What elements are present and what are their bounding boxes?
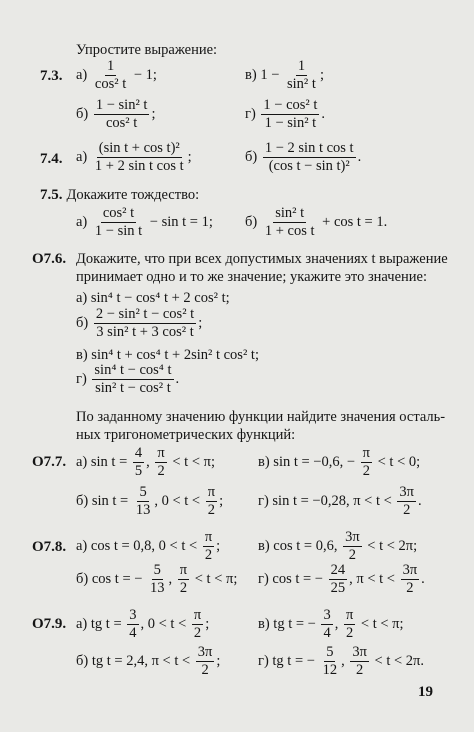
statement-7-6-line2: принимает одно и то же значение; укажите это значение: [76,269,428,285]
fraction: $\frac{\text{1 − 2 sin t cos t}}{\text{(cos t − sin t)²}}$ [264,140,354,175]
page-number: 19 [418,684,433,700]
exercise-number-7-7: О7.7. [32,454,67,470]
fraction: $\frac{\pi}{2}$ [179,562,188,597]
fraction: $\frac{\pi}{2}$ [207,484,216,519]
fraction: $\frac{\text{sin² t}}{\text{1 + cos t}}$ [264,205,315,240]
statement-7-5: Докажите тождество: [66,187,200,203]
fraction: $\frac{3\pi}{2}$ [352,644,367,679]
intro-line2: ных тригонометрических функций: [76,427,296,443]
fraction: $\frac{3\pi}{2}$ [402,562,418,597]
intro-line1: По заданному значению функции найдите значения осталь- [76,409,446,425]
item-7-6-v: в) sin⁴ t + cos⁴ t + 2sin² t cos² t; [76,347,259,363]
item-7-8-v: в) cos t = 0,6, $\frac{3\pi}{2}$ < t < 2π; [258,529,418,564]
item-7-7-b: б) sin t = $\frac{5}{13}$ , 0 < t < $\frac{\pi}{2}$ ; [76,484,224,519]
item-7-8-a: а) cos t = 0,8, 0 < t < $\frac{\pi}{2}$ ; [76,529,221,564]
fraction: $\frac{3}{4}$ [129,607,137,642]
exercise-number-7-4: 7.4. [40,151,63,167]
item-7-4-b: б) $\frac{\text{1 − 2 sin t cos t}}{\text{(cos t − sin t)²}}$ . [245,140,362,175]
fraction: $\frac{\pi}{2}$ [157,445,165,480]
item-7-4-a: а) $\frac{\text{(sin t + cos t)²}}{\text{1 + 2 sin t cos t}}$ ; [76,140,192,175]
exercise-number-7-3: 7.3. [40,68,63,84]
item-7-5-a: а) $\frac{\text{cos² t}}{\text{1 − sin t}}$ − sin t = 1; [76,205,213,240]
fraction: $\frac{1}{\text{sin² t}}$ [287,58,316,93]
item-7-9-g: г) tg t = − $\frac{5}{12}$ , $\frac{3\pi}{2}$ < t < 2π. [258,644,424,679]
instruction-simplify: Упростите выражение: [76,42,218,58]
exercise-number-7-6: О7.6. [32,251,67,267]
item-7-7-g: г) sin t = −0,28, π < t < $\frac{3\pi}{2}$ . [258,484,422,519]
item-7-6-b: б) $\frac{\text{2 − sin² t − cos² t}}{\text{3 sin² t + 3 cos² t}}$ ; [76,306,203,341]
exercise-7-5-heading [40,187,199,203]
fraction: $\frac{\text{sin⁴ t − cos⁴ t}}{\text{sin² t − cos² t}}$ [94,362,172,397]
fraction: $\frac{3\pi}{2}$ [345,529,360,564]
fraction: $\frac{\pi}{2}$ [193,607,202,642]
fraction: $\frac{1}{\text{cos² t}}$ [94,58,127,93]
fraction: $\frac{\pi}{2}$ [345,607,354,642]
fraction: $\frac{24}{25}$ [330,562,346,597]
fraction: $\frac{3\pi}{2}$ [399,484,414,519]
fraction: $\frac{5}{13}$ [135,484,151,519]
fraction: $\frac{\text{(sin t + cos t)²}}{\text{1 + 2 sin t cos t}}$ [94,140,184,175]
fraction: $\frac{\text{cos² t}}{\text{1 − sin t}}$ [94,205,143,240]
fraction: $\frac{\text{2 − sin² t − cos² t}}{\text{3 sin² t + 3 cos² t}}$ [95,306,195,341]
item-7-9-v: в) tg t = − $\frac{3}{4}$ , $\frac{\pi}{2}$ < t < π; [258,607,404,642]
fraction: $\frac{5}{13}$ [150,562,165,597]
item-7-7-v: в) sin t = −0,6, − $\frac{\pi}{2}$ < t < 0; [258,445,421,480]
item-7-8-g: г) cos t = − $\frac{24}{25}$ , π < t < $\frac{3\pi}{2}$ . [258,562,425,597]
item-7-3-g: г) $\frac{\text{1 − cos² t}}{\text{1 − sin² t}}$ . [245,97,326,132]
item-7-5-b: б) $\frac{\text{sin² t}}{\text{1 + cos t}}$ + cos t = 1. [245,205,388,240]
fraction: $\frac{5}{12}$ [322,644,338,679]
exercise-number-7-8: О7.8. [32,539,67,555]
exercise-number-7-9: О7.9. [32,616,67,632]
item-7-7-a: а) sin t = $\frac{4}{5}$ , $\frac{\pi}{2}$ < t < π; [76,445,215,480]
item-7-6-g: г) $\frac{\text{sin⁴ t − cos⁴ t}}{\text{sin² t − cos² t}}$ . [76,362,180,397]
fraction: $\frac{3\pi}{2}$ [197,644,213,679]
item-7-6-a: а) sin⁴ t − cos⁴ t + 2 cos² t; [76,290,230,306]
fraction: $\frac{\text{1 − cos² t}}{\text{1 − sin² t}}$ [263,97,318,132]
item-7-3-a: а) $\frac{1}{\text{cos² t}}$ − 1; [76,58,157,93]
fraction: $\frac{\pi}{2}$ [362,445,370,480]
item-7-8-b: б) cos t = − $\frac{5}{13}$ , $\frac{\pi}{2}$ < t < π; [76,562,238,597]
item-7-3-b: б) $\frac{\text{1 − sin² t}}{\text{cos² t}}$ ; [76,97,156,132]
fraction: $\frac{\pi}{2}$ [204,529,213,564]
exercise-number-7-5: 7.5. [40,187,63,203]
item-7-3-v: в) 1 − $\frac{1}{\text{sin² t}}$ ; [245,58,324,93]
fraction: $\frac{\text{1 − sin² t}}{\text{cos² t}}$ [95,97,148,132]
item-7-9-b: б) tg t = 2,4, π < t < $\frac{3\pi}{2}$ ; [76,644,221,679]
statement-7-6-line1: Докажите, что при всех допустимых значениях t выражение [76,251,448,267]
item-7-9-a: а) tg t = $\frac{3}{4}$ , 0 < t < $\frac{\pi}{2}$ ; [76,607,210,642]
fraction: $\frac{3}{4}$ [323,607,331,642]
fraction: $\frac{4}{5}$ [134,445,143,480]
